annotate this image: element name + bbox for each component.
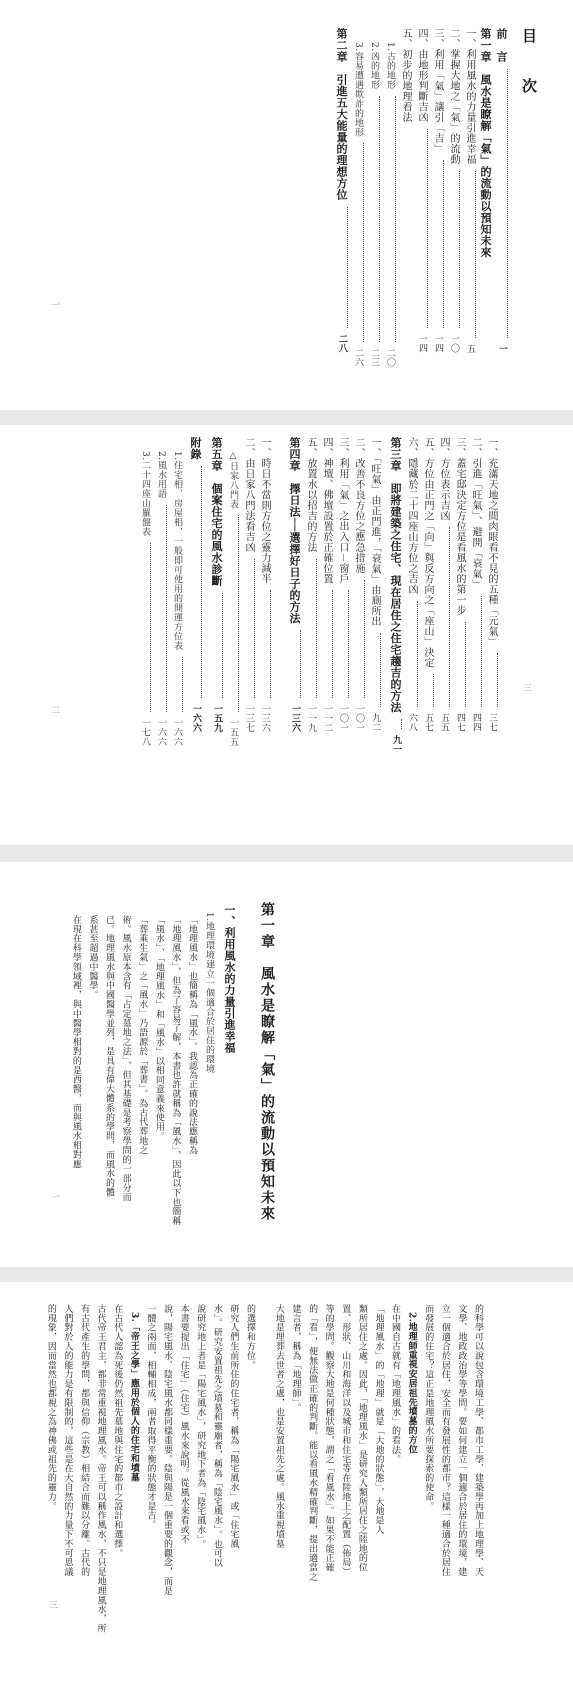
- text-line: 等的學問。觀察大地是何種狀態，謂之「看風水」。如果不能正確: [323, 1304, 334, 1573]
- toc-entry-label: 三、蓋宅邸決定方位是看風水的第一步: [454, 437, 465, 616]
- toc-entry-label: 三、利用「氣」讓引「吉」: [432, 28, 443, 154]
- toc-entry-label: 2.風水用語: [156, 451, 166, 499]
- toc-entry-label: 二、由日家八門法看吉凶: [243, 437, 254, 553]
- text-line: 2.地理師重視安居祖先墳墓的方位: [406, 1312, 417, 1454]
- body-left: [39, 1304, 255, 1633]
- toc-entry-label: 3.二十四座山羅盤表: [140, 451, 150, 537]
- toc-entry-label: 二、掌握大地之「氣」的流動: [448, 28, 459, 165]
- chapter-title: 第一章 風水是瞭解「氣」的流動以預知未來: [259, 902, 275, 1222]
- toc-entry: [421, 437, 434, 732]
- toc-entry-page: 二三: [369, 348, 379, 367]
- toc-entry-label: 一、充滿天地之間肉眼看不見的五種「元氣」: [486, 437, 497, 647]
- text-line: 人們對於人的能力是有限制的，這些是在大自然的力量下不可思議: [62, 1304, 73, 1577]
- toc-entry: [399, 28, 412, 353]
- toc-entry-page: 一三六: [290, 703, 300, 732]
- toc-entry-label: 五、放置水以招吉的方法: [305, 437, 316, 553]
- toc-entry: [383, 28, 396, 367]
- toc-leader-dots: [383, 96, 396, 342]
- toc-entry-page: 一四: [417, 334, 427, 353]
- text-line: 說研究地上者是「陽宅風水」，研究地下者為「陰宅風水」。: [195, 1304, 206, 1549]
- toc-leader-dots: [368, 633, 381, 708]
- toc-entry-page: 二八: [337, 334, 347, 353]
- toc-entry-label: 一、利用風水的力量引進幸福: [464, 28, 475, 165]
- toc-entry-label: 六、隱藏於二十四座山方位之吉凶: [406, 437, 417, 595]
- toc-leader-dots: [288, 630, 301, 698]
- toc-entry: [367, 28, 380, 367]
- toc-entry-page: 二六: [353, 348, 363, 367]
- toc-entry-page: 一三六: [260, 703, 270, 732]
- toc-entry-page: 一一二: [322, 703, 332, 732]
- toc-entry-label: 四、神壇、佛壇設置於正確位置: [321, 437, 332, 584]
- text-line: 「葬乘生氣」之「風水」乃語源於「葬書」。為古代葬地之: [137, 915, 148, 1155]
- toc-entry: [210, 437, 223, 732]
- toc-leader-dots: [138, 543, 151, 712]
- toc-entry-label: 2.凶的地形: [369, 42, 379, 90]
- toc-leader-dots: [304, 559, 317, 698]
- toc-leader-dots: [352, 580, 365, 698]
- toc-leader-dots: [351, 143, 364, 342]
- text-line: 「風水」、「地理風水」和「風水」以相同意義來使用。: [153, 915, 164, 1141]
- page-number: 一: [49, 1192, 59, 1201]
- toc-entry: [415, 28, 428, 353]
- toc-entry: [288, 437, 301, 732]
- toc-entry: [351, 28, 364, 367]
- toc-page-2: [0, 425, 573, 845]
- toc-entry-page: 一六六: [191, 703, 201, 732]
- toc-leader-dots: [453, 622, 466, 708]
- text-line: 文學、地政政治學等學問。要如何建立一個適合於居住的環境，建: [456, 1304, 467, 1577]
- toc-entry-label: 四、方位表示吉凶: [438, 437, 449, 521]
- toc-entry-page: 四四: [471, 713, 481, 732]
- toc-entry-label: 二、改善不良方位之應急措施: [353, 437, 364, 574]
- toc-entry-page: 五七: [423, 713, 433, 732]
- toc-entry: [154, 437, 167, 746]
- toc-entry-page: 一六六: [172, 717, 182, 746]
- toc-leader-dots: [210, 593, 223, 698]
- toc-entry: [389, 437, 402, 754]
- text-line: 的選擇和方位。: [245, 1304, 255, 1370]
- toc-entry-label: 五、方位由正門之「向」與反方向之「座山」決定: [422, 437, 433, 668]
- toc-entry-label: 三、利用「氣」之出入口－窗戶: [337, 437, 348, 584]
- toc-leader-dots: [226, 515, 239, 712]
- toc-entry-label: 二、引進「旺氣」、避開「衰氣」: [470, 437, 481, 590]
- toc-leader-dots: [431, 160, 444, 328]
- toc-entry-page: 一六六: [156, 717, 166, 746]
- toc-entry: [189, 437, 202, 732]
- toc-leader-dots: [463, 171, 476, 338]
- toc-leader-dots: [242, 559, 255, 698]
- toc-entry: [437, 437, 450, 732]
- page-number-right: 三: [521, 683, 531, 692]
- toc-entry-page: 六八: [407, 713, 417, 732]
- chapter-page: [0, 862, 573, 1267]
- toc-entry-label: 1.住宅相、房屋相，一般即可使用的開運方位表: [172, 451, 182, 651]
- toc-entry-label: 第五章 個案住宅的風水診斷: [210, 437, 223, 587]
- toc-entry-page: 一五五: [228, 717, 238, 746]
- toc-leader-dots: [469, 596, 482, 708]
- toc-entry: [447, 28, 460, 353]
- text-line: 在現在科學領域裡，與中醫學相對的是西醫，而與風水相對應: [70, 915, 81, 1169]
- toc-entry-page: 四七: [455, 713, 465, 732]
- text-line: 的科學可以說包含環境工學、都市工學、建築學再加上地理學、天: [473, 1304, 483, 1577]
- toc-title: 目 次: [520, 28, 538, 103]
- text-line: 本書要提出「住宅」（住宅）風水來說明。從風水來看或不: [178, 1304, 189, 1544]
- subsection-title: 1.地理環境建立一個適合於居住的環境: [204, 912, 214, 1074]
- toc-entry: [469, 437, 482, 732]
- text-line: 在中國自古就有「地理風水」的看法。: [390, 1304, 401, 1464]
- toc-entry-page: 九二: [370, 713, 380, 732]
- toc-entry: [479, 28, 492, 353]
- toc-entry-page: 一一九: [306, 703, 316, 732]
- toc-columns-right: [285, 437, 498, 754]
- text-line: 的「看」，便無法做正確的判斷。能以看風水精確判斷，提出適當之: [307, 1304, 318, 1582]
- text-line: 說，陽宅風水、陰宅風水都同樣重要。陰與陽是一個重要的觀念，而是: [162, 1304, 173, 1596]
- toc-entry: [226, 437, 239, 746]
- toc-leader-dots: [405, 601, 418, 708]
- text-line: 大地是埋葬去世者之處，也是安置祖先之處。風水重視墳墓: [273, 1304, 284, 1549]
- toc-entry-label: 3.容易遭遇欺詐的地形: [353, 42, 363, 138]
- toc-entry-page: 一五九: [212, 703, 222, 732]
- text-line: 術。風水原本含有「占定墓地之法」，但其基礎是考察學問的一部分而: [120, 915, 131, 1202]
- toc-entry: [138, 437, 151, 746]
- toc-leader-dots: [335, 207, 348, 329]
- toc-entry-label: 一、「旺氣」由正門進，「衰氣」由廁所出: [369, 437, 380, 627]
- toc-entry-page: 五五: [439, 713, 449, 732]
- toc-leader-dots: [258, 590, 271, 698]
- toc-entry-page: 九一: [391, 735, 401, 754]
- toc-leader-dots: [336, 590, 349, 698]
- page-number: 一: [49, 300, 59, 309]
- text-line: 而發展的住宅？這正是地理風水所要探索的使命。: [423, 1304, 434, 1511]
- toc-leader-dots: [170, 657, 183, 712]
- toc-entry: [242, 437, 255, 732]
- toc-entry: [495, 28, 508, 353]
- toc-leader-dots: [189, 466, 202, 698]
- page-number: 三: [47, 1600, 57, 1609]
- toc-entry: [463, 28, 476, 353]
- toc-leader-dots: [154, 505, 167, 712]
- toc-entry-page: 一七八: [140, 717, 150, 746]
- toc-leader-dots: [485, 653, 498, 707]
- toc-entry-label: 附錄: [189, 437, 202, 460]
- toc-entry: [453, 437, 466, 732]
- text-line: 3.「帝王之學」應用於個人的住宅和墳墓: [128, 1312, 139, 1482]
- toc-entry: [304, 437, 317, 732]
- toc-leader-dots: [389, 719, 402, 729]
- page-number-left: 二: [49, 705, 59, 714]
- toc-entry-label: 第一章 風水是瞭解「氣」的流動以預知未來: [479, 28, 492, 258]
- body-page: [0, 1282, 573, 1699]
- toc-leader-dots: [421, 674, 434, 707]
- toc-columns-left: [135, 437, 271, 746]
- toc-entry: [431, 28, 444, 353]
- section-title: 一、利用風水的力量引進幸福: [223, 904, 236, 1054]
- toc-entry-label: 第三章 即將建築之住宅、現在居住之住宅趨吉的方法: [389, 437, 402, 713]
- toc-entry-page: 一四: [433, 334, 443, 353]
- text-line: 立一個適合於居住，安全而有發展性的都市？這樣一種適合於居住: [439, 1304, 450, 1577]
- toc-leader-dots: [415, 129, 428, 329]
- toc-entry-page: 二〇: [385, 348, 395, 367]
- toc-entry-label: △日家八門表: [228, 451, 238, 509]
- toc-leader-dots: [320, 590, 333, 698]
- toc-leader-dots: [495, 69, 508, 338]
- toc-entry: [405, 437, 418, 732]
- text-line: 水」。研究安置祖先之墳墓和靈廟者，稱為「陰宅風水」。也可以: [211, 1304, 222, 1568]
- text-line: 「地理風水」，但為了容易了解，本書也許就稱為「風水」，因此以下也簡稱: [170, 915, 181, 1226]
- text-line: 在古代人認為死後仍然祖先墓地與住宅的都市之設計和選擇。: [112, 1304, 123, 1558]
- toc-entry: [352, 437, 365, 732]
- toc-entry: [336, 437, 349, 732]
- text-line: 「地理風水」也簡稱為「風水」。我認為正確的說法應稱為: [187, 915, 197, 1155]
- text-line: 有古代產生的學問，都與信仰（宗教）相結合而難以分離。古代的: [79, 1304, 90, 1577]
- toc-entry: [170, 437, 183, 746]
- toc-entry-page: 一: [497, 343, 507, 353]
- text-line: 古代帝王君主，都非常重視地理風水。帝王可以稱作風水，不只是地理風水，所: [95, 1304, 106, 1633]
- toc-entry-label: 四、由地形判斷吉凶: [416, 28, 427, 123]
- text-line: 「地理風水」的「地理」就是「大地的狀態」，大地是人: [373, 1304, 384, 1535]
- text-line: 系甚至超過中醫學。: [87, 915, 98, 1000]
- body-right: [267, 1304, 483, 1604]
- toc-entry-label: 第四章 擇日法──選擇好日子的方法: [288, 437, 301, 624]
- toc-entry-page: 三七: [487, 713, 497, 732]
- toc-leader-dots: [447, 171, 460, 329]
- text-line: 置、形狀、山川和海洋以及城市和住宅等在陸地上之配置（佈局）: [340, 1304, 351, 1577]
- toc-entry: [485, 437, 498, 732]
- toc-entry: [320, 437, 333, 732]
- toc-leader-dots: [367, 96, 380, 342]
- toc-page-1: [0, 0, 573, 410]
- toc-entry-label: 1.古的地形: [385, 42, 395, 90]
- toc-leader-dots: [437, 527, 450, 707]
- text-line: 研究人們生前所住的住宅者，稱為「陽宅風水」或「住宅風: [228, 1304, 239, 1549]
- toc-entry-label: 一、時日不當則方位之靈力減半: [259, 437, 270, 584]
- toc-entry-label: 五、初步的地理看法: [400, 28, 411, 123]
- toc-columns: [332, 28, 538, 367]
- text-line: 已。地理風水與中國醫學並列，是具有偉大體系的學問，而風水的體: [104, 915, 115, 1197]
- chapter-body: [64, 915, 197, 1226]
- toc-entry-label: 前 言: [495, 28, 508, 63]
- toc-entry-page: 一〇一: [354, 703, 364, 732]
- toc-entry-label: 第二章 引進五大能量的理想方位: [335, 28, 348, 201]
- toc-entry-page: 一三七: [244, 703, 254, 732]
- text-line: 建言者，稱為「地理師」。: [290, 1304, 301, 1413]
- text-line: 一體之兩面，相輔相成，兩者取得平衡的狀態才是吉。: [145, 1304, 156, 1530]
- chapter-heading: [198, 902, 273, 1222]
- toc-entry-page: 五: [465, 343, 475, 353]
- text-line: 類所居住之處。因此，「地理風水」是研究人類所居住之陸地的位: [356, 1304, 367, 1573]
- toc-entry: [258, 437, 271, 732]
- toc-entry-page: 一〇一: [338, 703, 348, 732]
- toc-entry: [368, 437, 381, 732]
- toc-entry-page: 一〇: [449, 334, 459, 353]
- text-line: 的現象，因而當然也都視之為神佛或祖先的靈力。: [45, 1304, 56, 1511]
- toc-entry: [335, 28, 348, 353]
